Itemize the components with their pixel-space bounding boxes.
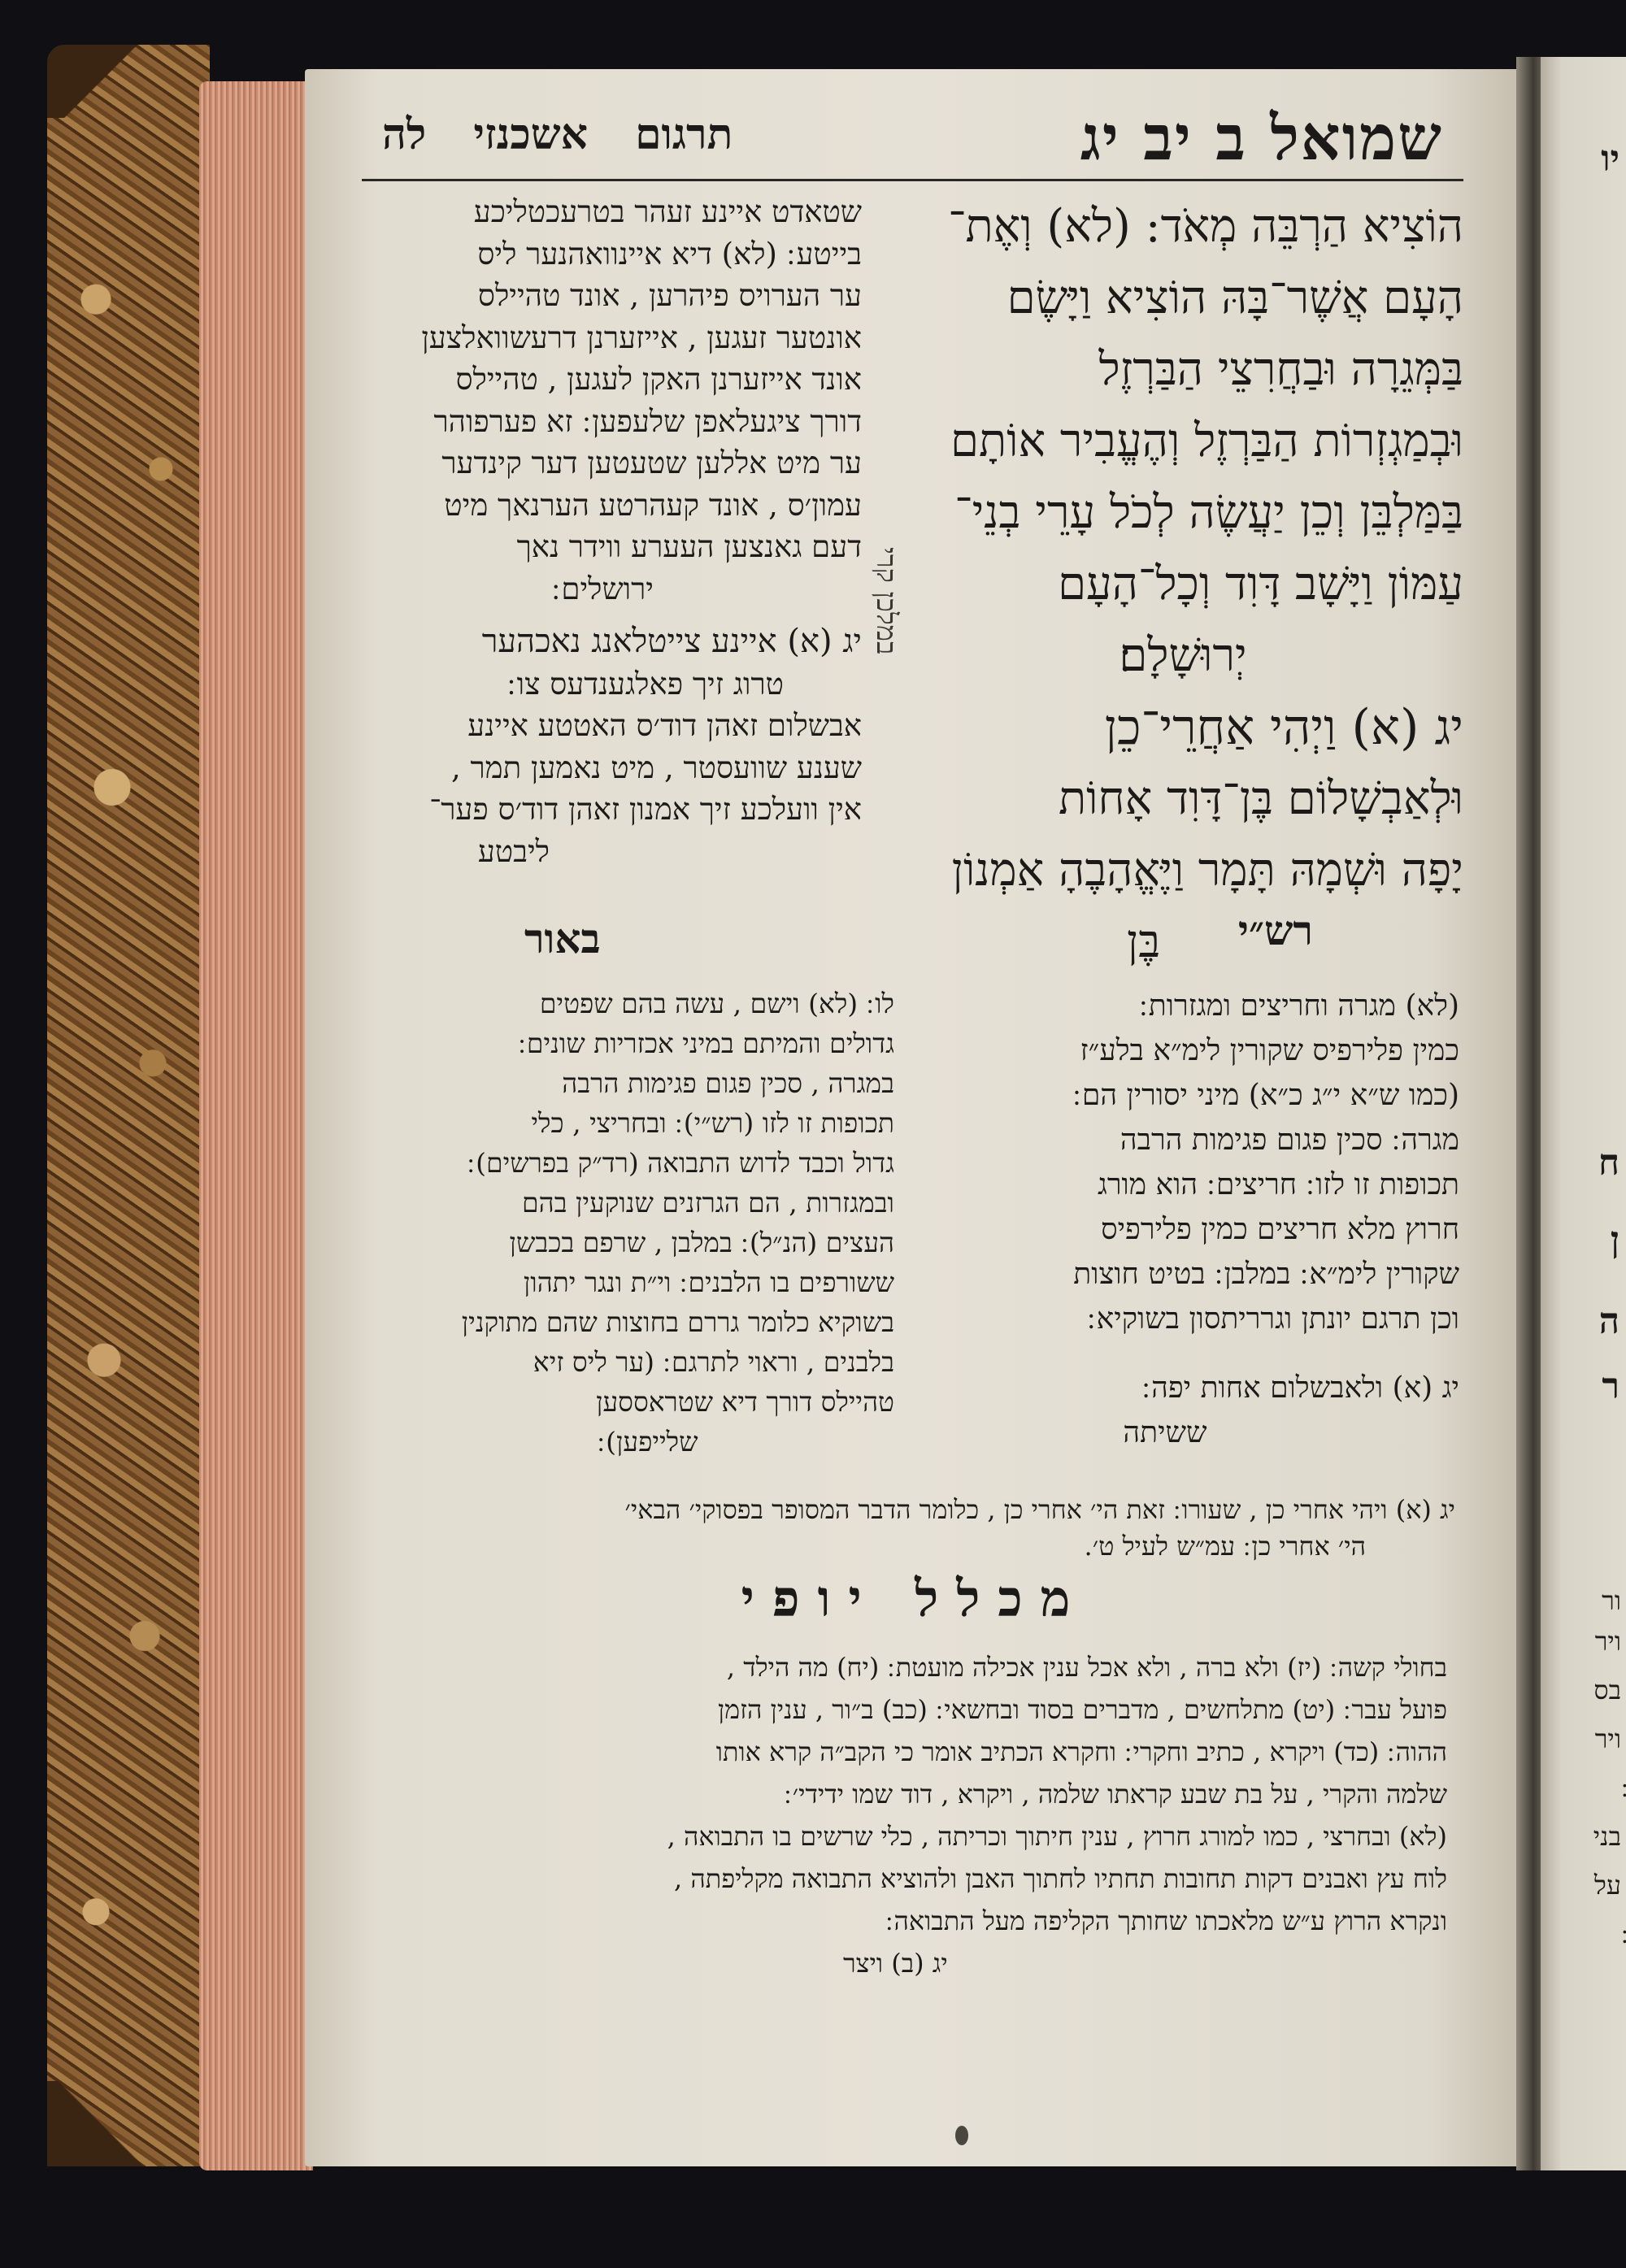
biur-line: ששורפים בו הלבנים ׃ וי״ת ונגר יתהון [523, 1267, 894, 1298]
biur-line: ובמגזרות , הם הגרזנים שנוקעין בהם [522, 1187, 894, 1219]
main-text-column [902, 191, 1463, 978]
translation-line: אונטער זעגען , אייזערנן דרעשוואלצען [421, 319, 862, 355]
main-line: יָפָה וּשְׁמָהּ תָּמָר וַיֶּאֱהָבֶהָ אַמְנוֹן [951, 844, 1463, 897]
translation-line: בייטע ׃ (לא) דיא איינוואהנער ליס [477, 236, 862, 272]
main-line: הוֹצִיא הַרְבֵּה מְאֹד: (לא) וְאֶת־ [948, 200, 1463, 253]
michlal-line: (לא) ובחרצי , כמו למורג חרוץ , ענין חיתוך וכריתה , כלי שרשים בו התבואה , [667, 1821, 1447, 1852]
translation-line: ער הערויס פיהרען , אונד טהיילס [477, 278, 862, 313]
next-page-fragment: בס [1593, 1675, 1621, 1705]
left-page [305, 69, 1524, 2166]
biur-line: שלייפען) ׃ [597, 1426, 698, 1458]
rashi-line: כמין פלירפיס שקורין לימ״א בלע״ז [1080, 1034, 1459, 1067]
translation-line: עמון׳ס , אונד קעהרטע הערנאך מיט [444, 487, 862, 523]
michlal-line: ההוה ׃ (כד) ויקרא , כתיב וחקרי ׃ וחקרא הכתיב אומר כי הקב״ה קרא אותו [715, 1736, 1447, 1767]
next-page-fragment: ר [1602, 1366, 1619, 1407]
translation-line: יג (א) איינע צייטלאנג נאכהער [481, 623, 862, 660]
michlal-yofi-commentary [337, 1646, 1447, 1984]
main-line: וּלְאַבְשָׁלוֹם בֶּן־דָּוִד אָחוֹת [1059, 772, 1463, 825]
michlal-yofi-title: מכלל יופי [741, 1569, 1089, 1628]
next-page-fragment: ה [1598, 1301, 1619, 1342]
rashi-title: רש״י [1237, 906, 1313, 954]
main-line: וּבְמַגְזְרוֹת הַבַּרְזֶל וְהֶעֱבִיר אוֹתָם [950, 415, 1463, 467]
translation-line: דורך ציגעלאפן שלעפען ׃ זא פערפוהר [433, 403, 862, 439]
next-page-fragment: ן [1610, 1219, 1619, 1261]
rashi-line: ששיתה [1123, 1416, 1207, 1449]
translation-line: אין וועלכע זיך אמנון זאהן דוד׳ס פער־ [429, 792, 862, 827]
biur-line: טהיילס דורך דיא שטראססען [596, 1386, 894, 1418]
main-line: עַמּוֹן וַיָּשָׁב דָּוִד וְכָל־הָעָם [1058, 558, 1463, 610]
leather-corner-top [47, 45, 153, 118]
michlal-line: ונקרא הרוץ ע״ש מלאכתו שחותך הקליפה מעל התבואה ׃ [885, 1905, 1447, 1936]
running-header-main: שמואל ב יב יג [1080, 102, 1443, 174]
rashi-line: תכופות זו לזו ׃ חריצים ׃ הוא מורג [1097, 1168, 1459, 1201]
main-line: בַּמְּגֵרָה וּבַחֲרִצֵי הַבַּרְזֶל [1098, 343, 1463, 396]
next-page-fragment: ויר [1594, 1626, 1621, 1657]
rashi-line: שקורין לימ״א ׃ במלבן ׃ בטיט חוצות [1073, 1258, 1459, 1291]
full-width-note [337, 1492, 1455, 1565]
main-line: הָעָם אֲשֶׁר־בָּהּ הוֹצִיא וַיָּשֶׂם [1006, 272, 1463, 324]
rashi-line: יג (א) ולאבשלום אחות יפה ׃ [1141, 1371, 1459, 1405]
next-page-fragment: בני [1593, 1821, 1621, 1852]
michlal-line: פועל עבר ׃ (יט) מתלחשים , מדברים בסוד ובחשאי ׃ (כב) ב״ור , ענין הזמן [717, 1694, 1447, 1725]
note-line: הי׳ אחרי כן ׃ עמ״ש לעיל ט׳. [1084, 1531, 1366, 1562]
next-page-fragment: ח [1598, 1142, 1619, 1184]
header-rule [362, 179, 1463, 181]
michlal-line: שלמה והקרי , על בת שבע קראתו שלמה , ויקרא , דוד שמו ידידי׳ ׃ [784, 1779, 1447, 1810]
catchword: יג (ב) ויצר [843, 1948, 948, 1979]
note-line: יג (א) ויהי אחרי כן , שעורו ׃ זאת הי׳ אחרי כן , כלומר הדבר המסופר בפסוקי׳ הבאי׳ [624, 1494, 1455, 1525]
rashi-line: חרוץ מלא חריצים כמין פלירפיס [1101, 1213, 1459, 1246]
translation-line: שטאדט איינע זעהר בטרעכטליכע [473, 194, 862, 229]
translation-column [341, 191, 862, 872]
leather-corner-bottom [47, 2081, 153, 2166]
next-page-fragment: ויר [1594, 1723, 1621, 1754]
translation-line: ער מיט אללען שטעטען דער קינדער [441, 445, 862, 480]
page-edges [199, 81, 313, 2170]
michlal-line: בחולי קשה ׃ (יז) ולא ברה , ולא אכל ענין אכילה מועטת ׃ (יח) מה הילד , [726, 1652, 1447, 1683]
main-line: יְרוּשָׁלָם׃ [1119, 629, 1247, 682]
biur-line: בשוקיא כלומר גררם בחוצות שהם מתוקנין [461, 1306, 894, 1338]
margin-note: במלכן קרי [870, 546, 902, 654]
michlal-line: לוח עץ ואבנים דקות תחובות תחתיו לחתוך האבן ולהוציא התבואה מקליפתה , [674, 1863, 1447, 1894]
next-page-fragment: על [1593, 1870, 1621, 1901]
main-line: יג (א) וַיְהִי אַחֲרֵי־כֵן [1104, 699, 1463, 756]
biur-line: במגרה , סכין פגום פגימות הרבה [562, 1067, 894, 1099]
rashi-line: וכן תרגם יונתן וגרריתסון בשוקיא ׃ [1087, 1302, 1459, 1336]
right-page-edge [1541, 57, 1626, 2170]
ink-mark [955, 2126, 968, 2145]
translation-line: ירושלים ׃ [551, 571, 654, 606]
biur-title: באור [524, 915, 601, 962]
main-line: בֶּן [1127, 915, 1161, 968]
biur-line: בלבנים , וראוי לתרגם ׃ (ער ליס זיא [533, 1346, 894, 1378]
translation-line: טרוג זיך פאלגענדעס צו ׃ [506, 666, 784, 702]
biur-line: העצים (הנ״ל) ׃ במלבן , שרפם בכבשן [509, 1227, 894, 1258]
translation-line: ליבטע [477, 833, 550, 869]
biur-line: לו ׃ (לא) וישם , עשה בהם שפטים [539, 988, 894, 1019]
rashi-line: מגרה ׃ סכין פגום פגימות הרבה [1120, 1123, 1459, 1157]
rashi-commentary [898, 984, 1459, 1455]
marbled-cover [47, 45, 210, 2166]
translation-line: דעם גאנצען העערע ווידר נאך [516, 529, 862, 564]
running-header-translation: תרגום אשכנזי לה [382, 110, 733, 159]
biur-commentary [333, 984, 894, 1462]
translation-line: אבשלום זאהן דוד׳ס האטטע איינע [467, 708, 862, 743]
rashi-line: (לא) מגרה וחריצים ומגזרות ׃ [1139, 989, 1459, 1023]
biur-line: תכופות זו לזו (רש״י) ׃ ובחריצי , כלי [531, 1107, 894, 1139]
biur-line: גדולים והמיתם במיני אכזריות שונים ׃ [518, 1028, 894, 1059]
biur-line: גדול וכבד לדוש התבואה (רד״ק בפרשים) ׃ [467, 1147, 894, 1179]
rashi-line: (כמו ש״א י״ג כ״א) מיני יסורין הם ׃ [1072, 1079, 1459, 1112]
translation-line: אונד אייזערנן האקן לעגען , טהיילס [455, 362, 862, 397]
next-page-fragment: יו [1601, 138, 1619, 180]
next-page-fragment: ור [1602, 1585, 1621, 1616]
translation-line: שענע שוועסטר , מיט נאמען תמר , [450, 749, 862, 785]
main-line: בַּמַּלְבֵּן וְכֵן יַעֲשֶׂה לְכֹל עָרֵי בְנֵי־ [954, 486, 1463, 539]
